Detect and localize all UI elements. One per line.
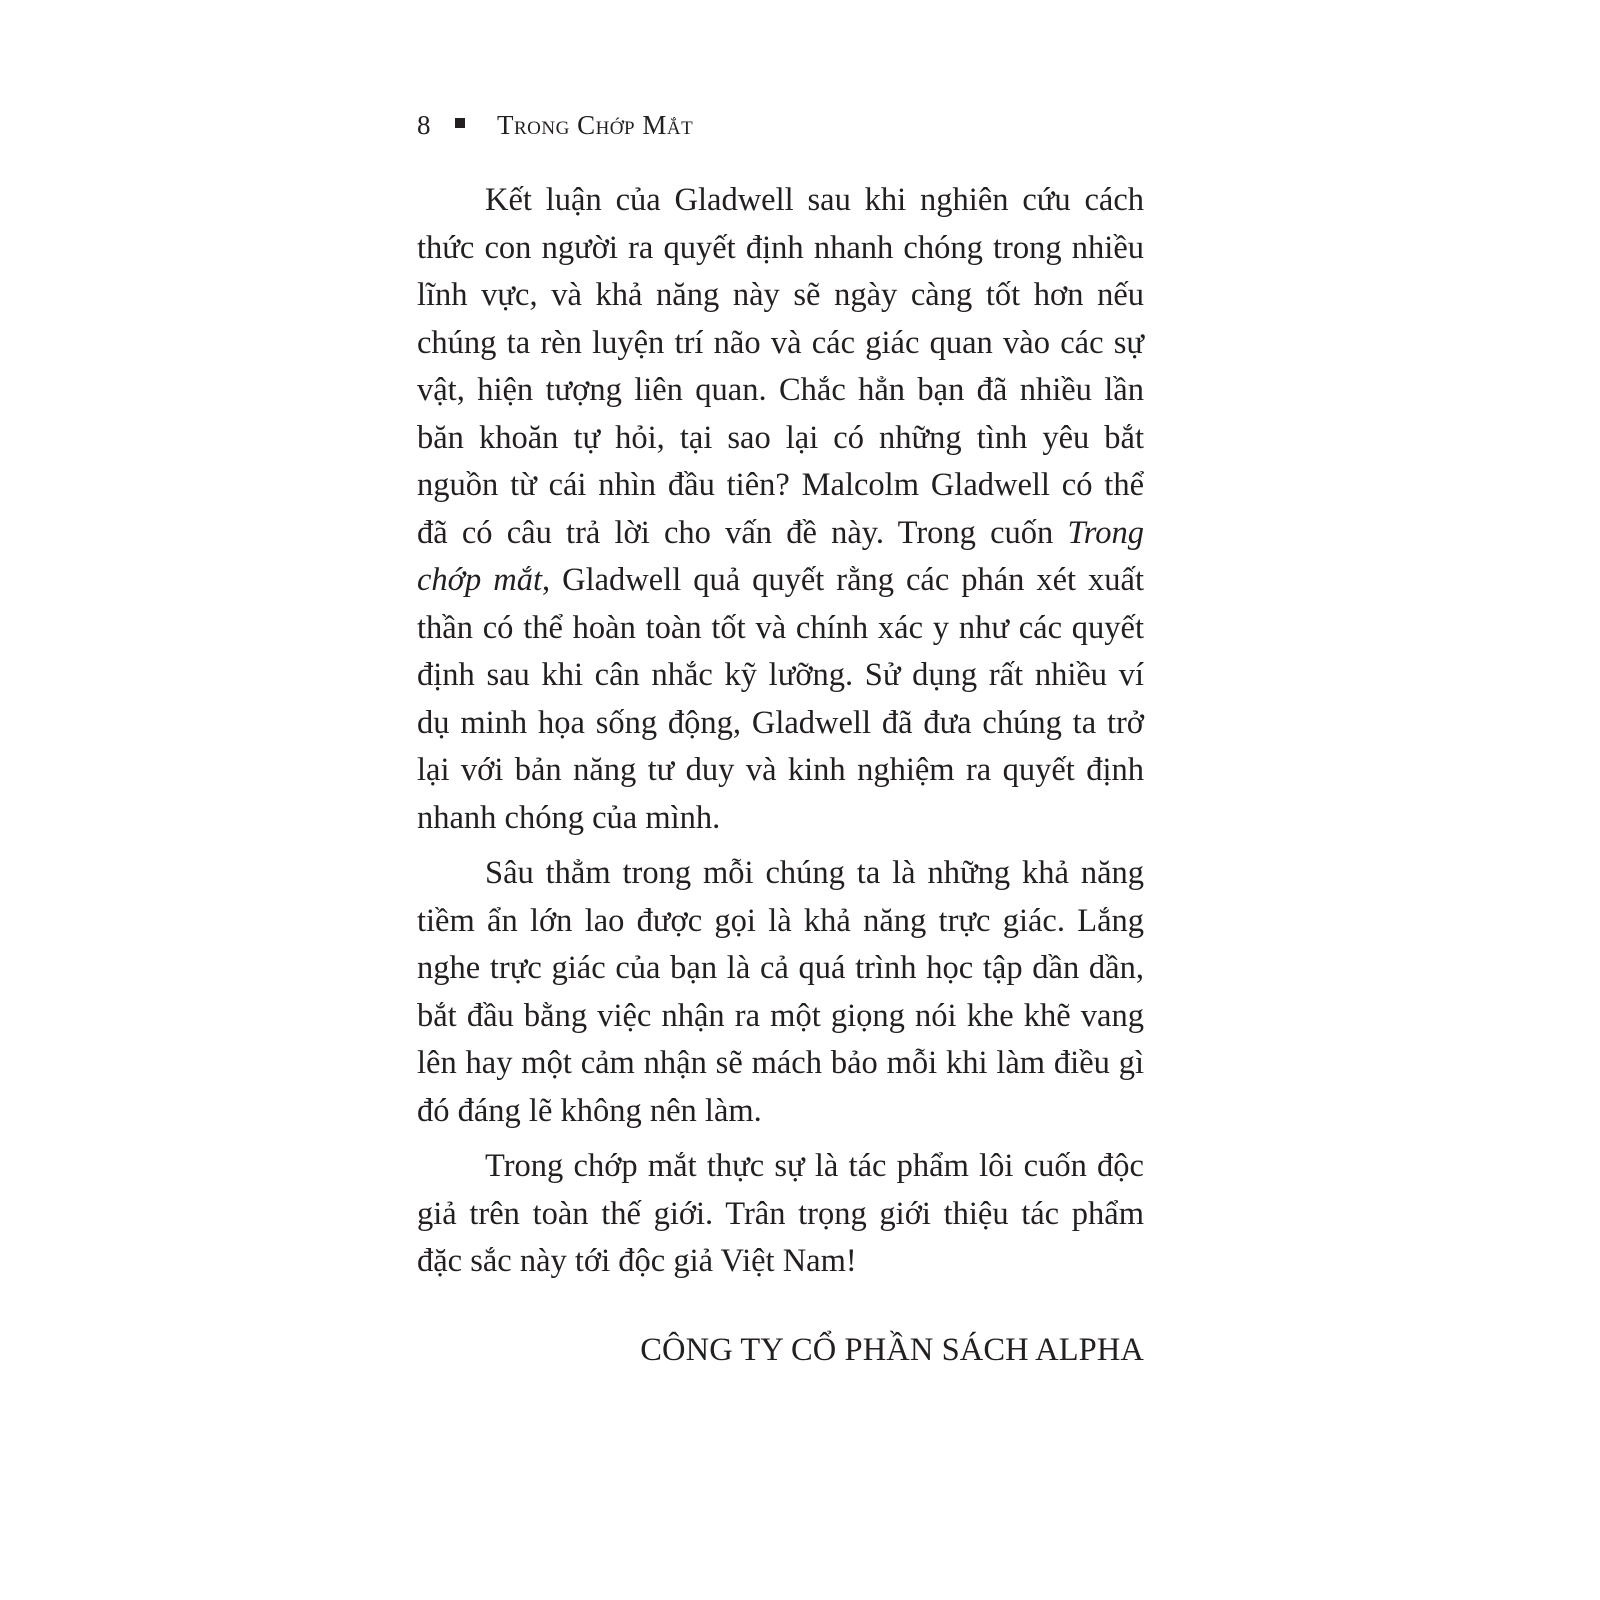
paragraph-2: Sâu thẳm trong mỗi chúng ta là những khả năng tiềm ẩn lớn lao được gọi là khả năng trực giác. Lắng nghe trực giác của bạn là cả quá trình học tập dần dần, bắt đầu bằng việc nhận ra một giọng nói khe khẽ vang lên hay một cảm nhận sẽ mách bảo mỗi khi làm điều gì đó đáng lẽ không nên làm. [417, 855, 1144, 1129]
publisher-signature: CÔNG TY CỔ PHẦN SÁCH ALPHA [640, 1331, 1144, 1368]
book-title-italic: Trong chớp mắt [417, 514, 1144, 598]
paragraph-1-text: Kết luận của Gladwell sau khi nghiên cứu cách thức con người ra quyết định nhanh chóng trong nhiều lĩnh vực, và khả năng này sẽ ngày càng tốt hơn nếu chúng ta rèn luyện trí não và các giác quan vào các sự vật, hiện tượng liên quan. Chắc hẳn bạn đã nhiều lần băn khoăn tự hỏi, tại sao lại có những tình yêu bắt nguồn từ cái nhìn đầu tiên? Malcolm Gladwell có thể đã có câu trả lời cho vấn đề này. Trong cuốn [417, 182, 1144, 551]
square-bullet-icon [455, 118, 465, 128]
paragraph-1-continuation: , Gladwell quả quyết rằng các phán xét xuất thần có thể hoàn toàn tốt và chính xác y như các quyết định sau khi cân nhắc kỹ lưỡng. Sử dụng rất nhiều ví dụ minh họa sống động, Gladwell đã đưa chúng ta trở lại với bản năng tư duy và kinh nghiệm ra quyết định nhanh chóng của mình. [417, 562, 1144, 836]
paragraph-1 [417, 177, 1144, 842]
book-page [417, 100, 1144, 1372]
running-head [417, 100, 1144, 150]
paragraph-3: Trong chớp mắt thực sự là tác phẩm lôi cuốn độc giả trên toàn thế giới. Trân trọng giới thiệu tác phẩm đặc sắc này tới độc giả Việt Nam! [417, 1148, 1144, 1279]
running-head-title: Trong Chớp Mắt [497, 109, 694, 140]
page-number: 8 [417, 109, 431, 140]
body-text [417, 177, 1144, 1286]
